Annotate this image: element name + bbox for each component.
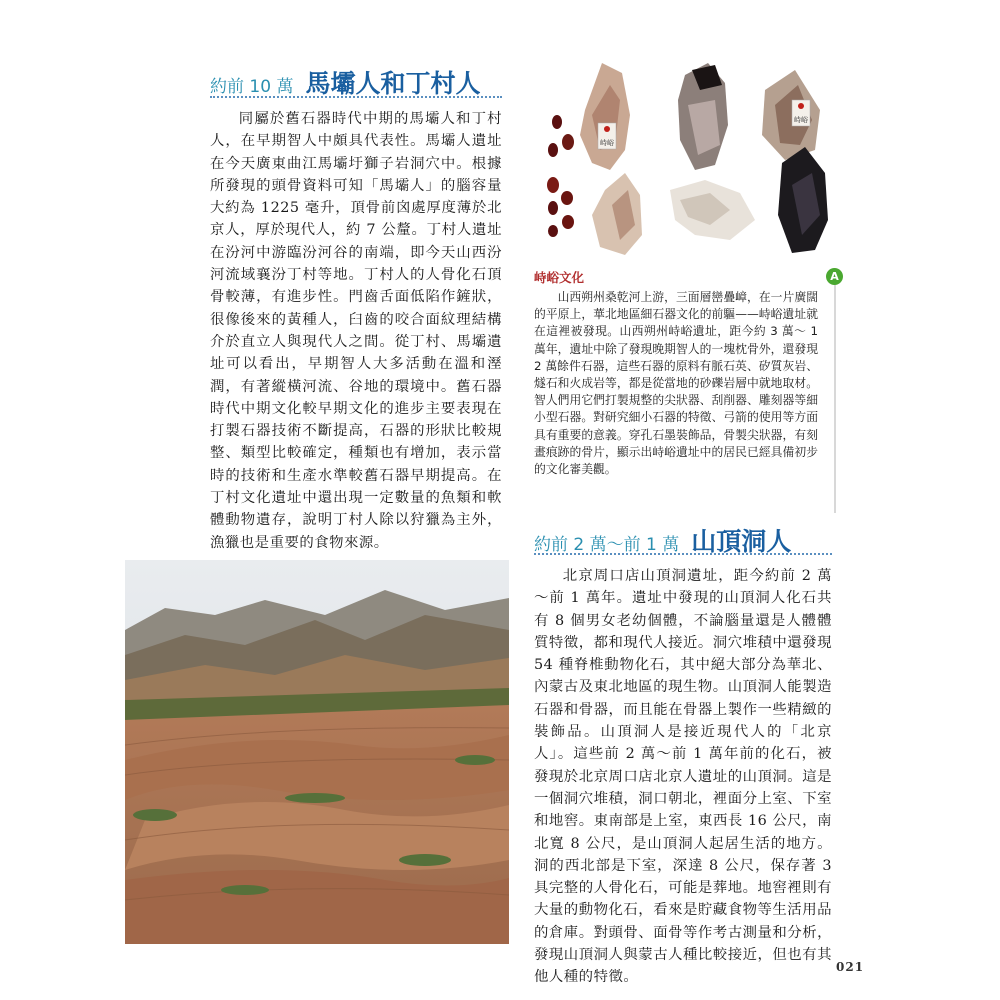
stone-artifacts-illustration [530,55,830,260]
section1-body [210,108,502,554]
section1-era: 約前 10 萬 [210,77,294,97]
section2-divider [534,553,832,555]
stone-artifact-2 [678,63,728,170]
stone-label-2: 峙峪 [794,116,808,124]
sidebar-body [534,289,818,478]
red-beans [547,115,574,237]
section2-era: 約前 2 萬～前 1 萬 [534,535,680,555]
section1-title: 馬壩人和丁村人 [305,69,481,98]
sidebar-rule [834,285,836,513]
stone-artifact-3 [762,70,820,160]
section1-paragraph: 同屬於舊石器時代中期的馬壩人和丁村人，在早期智人中頗具代表性。馬壩人遺址在今天廣東曲江馬壩圩獅子岩洞穴中。根據所發現的頭骨資料可知「馬壩人」的腦容量大約為 1225 毫升，頂骨前囟處厚度薄於北京人，厚於現代人，約 7 公釐。丁村人遺址在汾河中游臨汾河谷的南端，即今天山西汾河流域襄汾丁村等地。丁村人的人骨化石頂骨較薄，有進步性。門齒舌面低陷作鏟狀，很像後來的黃種人，臼齒的咬合面紋理結構介於直立人與現代人之間。從丁村、馬壩遺址可以看出，早期智人大多活動在溫和溼潤，有著縱橫河流、谷地的環境中。舊石器時代中期文化較早期文化的進步主要表現在打製石器技術不斷提高，石器的形狀比較規整、類型比較確定，種類也有增加，表示當時的技術和生產水準較舊石器早期提高。在丁村文化遺址中還出現一定數量的魚類和軟體動物遺存，說明丁村人除以狩獵為主外，漁獵也是重要的食物來源。 [210,111,502,551]
section1-divider [210,96,502,98]
sidebar-badge: A [826,268,843,285]
stone-artifacts-photo [530,55,830,260]
section2-paragraph: 北京周口店山頂洞遺址，距今約前 2 萬～前 1 萬年。遺址中發現的山頂洞人化石共有 8 個男女老幼個體，不論腦量還是人體體質特徵，都和現代人接近。洞穴堆積中還發現 54 種脊椎動物化石，其中絕大部分為華北、內蒙古及東北地區的現生物。山頂洞人能製造石器和骨器，而且能在骨器上製作一些精緻的裝飾品。山頂洞人是接近現代人的「北京人」。這些前 2 萬～前 1 萬年前的化石，被發現於北京周口店北京人遺址的山頂洞。這是一個洞穴堆積，洞口朝北，裡面分上室、下室和地窖。東南部是上室，東西長 16 公尺，南北寬 8 公尺，是山頂洞人起居生活的地方。洞的西北部是下室，深達 8 公尺，保存著 3 具完整的人骨化石，可能是葬地。地窖裡則有大量的動物化石，看來是貯藏食物等生活用品的倉庫。對頭骨、面骨等作考古測量和分析，發現山頂洞人與蒙古人種比較接近，但也有其他人種的特徵。 [534,568,832,986]
stone-artifact-1 [580,63,630,170]
stone-artifact-5 [670,180,755,240]
sidebar-paragraph: 山西朔州桑乾河上游，三面層巒疊嶂，在一片廣闊的平原上，華北地區細石器文化的前驅——峙峪遺址就在這裡被發現。山西朔州峙峪遺址，距今約 3 萬～ 1 萬年，遺址中除了發現晚期智人的一塊枕骨外，還發現 2 萬餘件石器，這些石器的原料有脈石英、矽質灰岩、燧石和火成岩等，都是從當地的砂礫岩層中就地取材。智人們用它們打製規整的尖狀器、刮削器、雕刻器等細小型石器。對研究細小石器的特徵、弓箭的使用等方面具有重要的意義。穿孔石墨裝飾品，骨製尖狀器，有刻畫痕跡的骨片，顯示出峙峪遺址中的居民已經具備初步的文化審美觀。 [534,290,818,477]
landscape-illustration [125,560,509,944]
sidebar-title: 峙峪文化 [534,270,585,285]
page-number: 021 [836,960,865,974]
stone-artifact-4 [592,173,642,255]
section1-heading [210,64,480,100]
section2-title: 山頂洞人 [691,527,792,556]
stone-artifact-6 [778,147,828,253]
stone-label-1: 峙峪 [600,139,614,147]
landscape-photo [125,560,509,944]
section2-body [534,565,832,989]
